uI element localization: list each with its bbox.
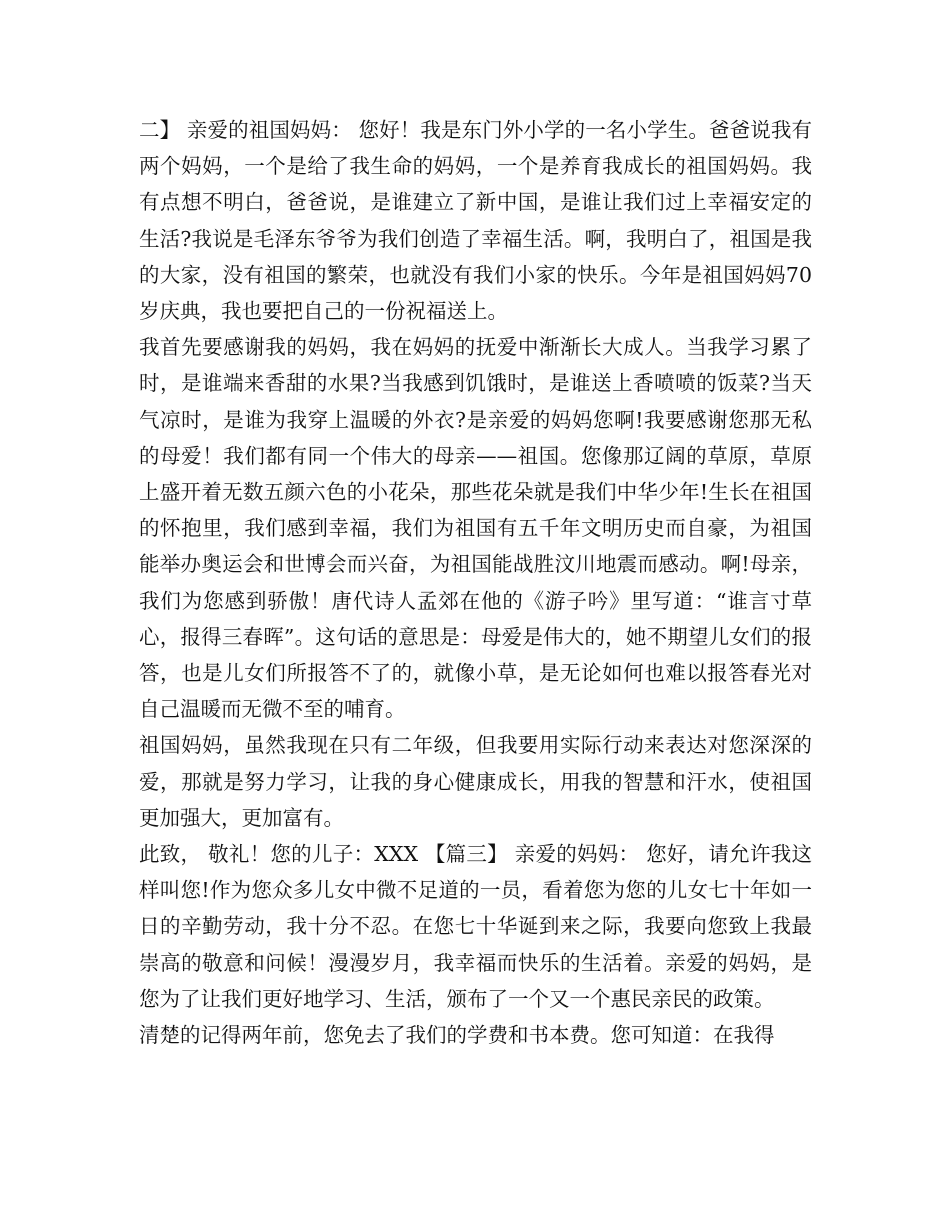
paragraph-3: 祖国妈妈，虽然我现在只有二年级，但我要用实际行动来表达对您深深的爱，那就是努力学习，让我的身心健康成长，用我的智慧和汗水，使祖国更加强大，更加富有。 xyxy=(139,733,812,830)
paragraph-1: 二】 亲爱的祖国妈妈： 您好！我是东门外小学的一名小学生。爸爸说我有两个妈妈，一个是给了我生命的妈妈，一个是养育我成长的祖国妈妈。我有点想不明白，爸爸说，是谁建立了新中国，是谁让我们过上幸福安定的生活?我说是毛泽东爷爷为我们创造了幸福生活。啊，我明白了，祖国是我的大家，没有祖国的繁荣，也就没有我们小家的快乐。今年是祖国妈妈70岁庆典，我也要把自己的一份祝福送上。 xyxy=(139,118,812,324)
paragraph-5: 清楚的记得两年前，您免去了我们的学费和书本费。您可知道：在我得 xyxy=(139,1023,775,1048)
document-body xyxy=(139,112,812,1053)
paragraph-4: 此致， 敬礼！您的儿子：XXX 【篇三】 亲爱的妈妈： 您好，请允许我这样叫您!作为您众多儿女中微不足道的一员，看着您为您的儿女七十年如一日的辛勤劳动，我十分不忍。在您七十华诞到来之际，我要向您致上我最崇高的敬意和问候！漫漫岁月，我幸福而快乐的生活着。亲爱的妈妈，是您为了让我们更好地学习、生活，颁布了一个又一个惠民亲民的政策。 xyxy=(139,842,812,1011)
paragraph-2: 我首先要感谢我的妈妈，我在妈妈的抚爱中渐渐长大成人。当我学习累了时，是谁端来香甜的水果?当我感到饥饿时，是谁送上香喷喷的饭菜?当天气凉时，是谁为我穿上温暖的外衣?是亲爱的妈妈您啊!我要感谢您那无私的母爱！我们都有同一个伟大的母亲——祖国。您像那辽阔的草原，草原上盛开着无数五颜六色的小花朵，那些花朵就是我们中华少年!生长在祖国的怀抱里，我们感到幸福，我们为祖国有五千年文明历史而自豪，为祖国能举办奥运会和世博会而兴奋，为祖国能战胜汶川地震而感动。啊!母亲，我们为您感到骄傲！唐代诗人孟郊在他的《游子吟》里写道：“谁言寸草心，报得三春晖”。这句话的意思是：母爱是伟大的，她不期望儿女们的报答，也是儿女们所报答不了的，就像小草，是无论如何也难以报答春光对自己温暖而无微不至的哺育。 xyxy=(139,335,812,722)
